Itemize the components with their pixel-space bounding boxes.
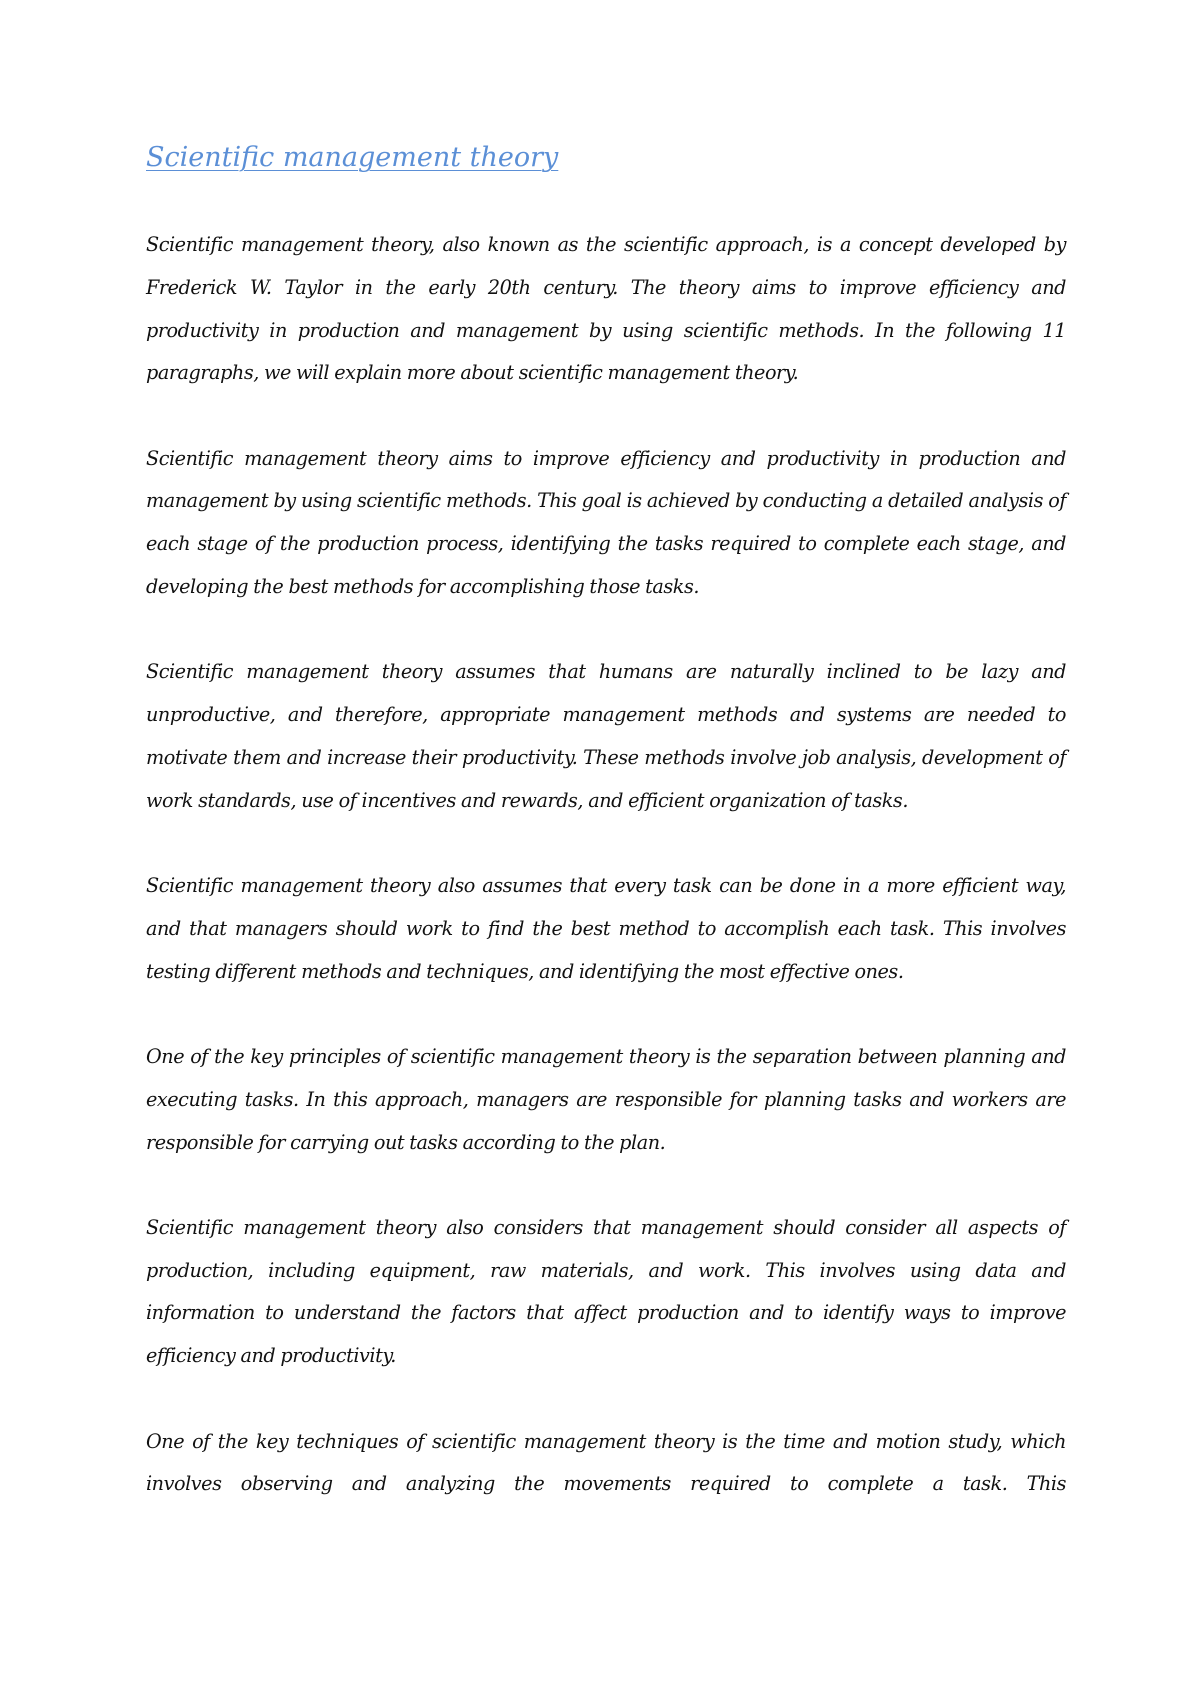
paragraph-5: One of the key principles of scientific management theory is the separation between planning and executing tasks. In this approach, managers are responsible for planning tasks and workers are responsible for carrying out tasks according to the plan. xyxy=(146,1044,1066,1154)
paragraph-4: Scientific management theory also assumes that every task can be done in a more efficient way, and that managers should work to find the best method to accomplish each task. This involves testing different methods and techniques, and identifying the most effective ones. xyxy=(146,874,1066,983)
paragraph-7: One of the key techniques of scientific management theory is the time and motion study, which involves observing and analyzing the movements required to complete a task. This xyxy=(146,1429,1066,1496)
document-title: Scientific management theory xyxy=(146,142,559,173)
document-page xyxy=(146,140,1066,1506)
paragraph-2: Scientific management theory aims to improve efficiency and productivity in production and management by using scientific methods. This goal is achieved by conducting a detailed analysis of each stage of the production process, identifying the tasks required to complete each stage, and developing the best methods for accomplishing those tasks. xyxy=(146,446,1066,599)
paragraph-1: Scientific management theory, also known as the scientific approach, is a concept developed by Frederick W. Taylor in the early 20th century. The theory aims to improve efficiency and productivity in production and management by using scientific methods. In the following 11 paragraphs, we will explain more about scientific management theory. xyxy=(146,233,1066,385)
paragraph-6: Scientific management theory also considers that management should consider all aspects of production, including equipment, raw materials, and work. This involves using data and information to understand the factors that affect production and to identify ways to improve efficiency and productivity. xyxy=(146,1215,1066,1368)
paragraph-3: Scientific management theory assumes that humans are naturally inclined to be lazy and unproductive, and therefore, appropriate management methods and systems are needed to motivate them and increase their productivity. These methods involve job analysis, development of work standards, use of incentives and rewards, and efficient organization of tasks. xyxy=(146,660,1066,812)
